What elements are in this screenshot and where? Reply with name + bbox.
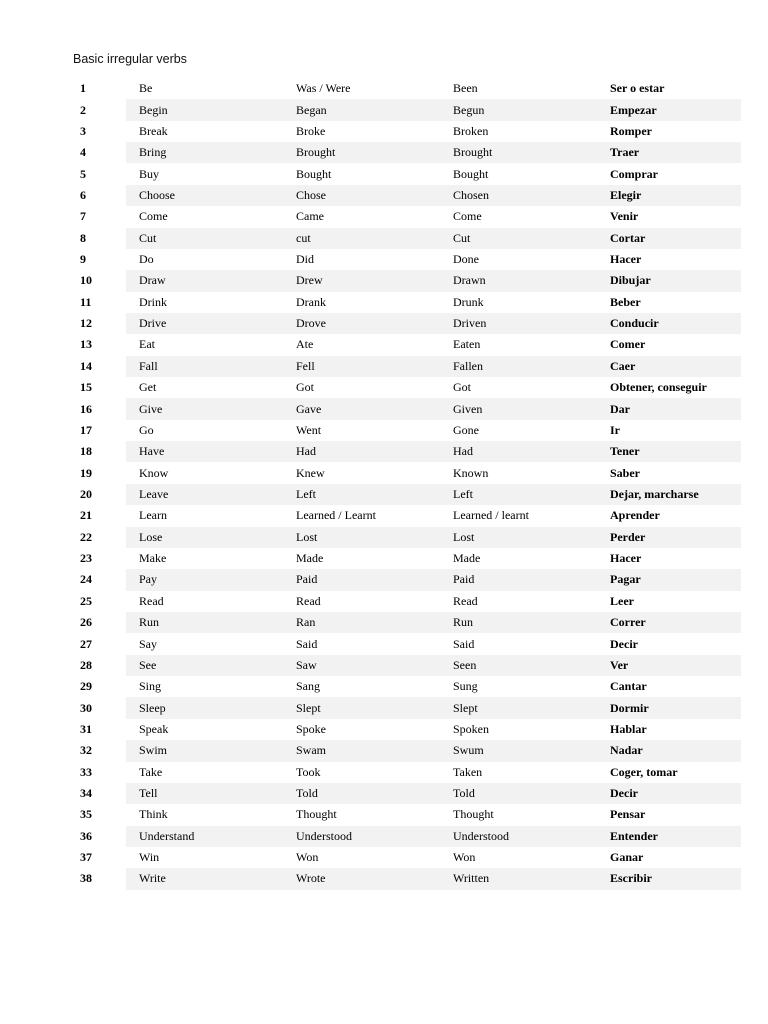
verb-number: 19	[80, 465, 92, 480]
table-row	[73, 527, 741, 548]
verb-base-form: Buy	[139, 166, 160, 181]
verb-number: 37	[80, 850, 92, 865]
verb-translation: Romper	[610, 123, 652, 138]
verb-past-participle: Left	[440, 484, 597, 505]
verb-past-simple: Thought	[296, 807, 337, 822]
verb-translation: Elegir	[597, 185, 741, 206]
table-row	[73, 206, 741, 227]
verb-number: 15	[80, 380, 92, 395]
verb-translation: Ver	[597, 655, 741, 676]
verb-past-participle: Begun	[440, 99, 597, 120]
verb-base-form: Bring	[126, 142, 283, 163]
table-row	[73, 804, 741, 825]
verb-number: 26	[80, 615, 92, 630]
verb-past-participle: Run	[440, 612, 597, 633]
verb-number: 5	[80, 166, 86, 181]
verb-past-participle: Brought	[440, 142, 597, 163]
verb-past-participle: Drawn	[440, 270, 597, 291]
verb-translation: Dar	[597, 398, 741, 419]
verb-past-participle: Eaten	[453, 337, 481, 352]
table-row	[73, 484, 741, 505]
verb-past-simple: Swam	[283, 740, 440, 761]
verb-translation: Hacer	[610, 551, 642, 566]
verb-past-participle: Broken	[453, 123, 489, 138]
verb-number: 4	[80, 145, 86, 160]
verb-past-simple: Told	[283, 783, 440, 804]
verb-number: 22	[80, 529, 92, 544]
verb-base-form: Win	[139, 850, 160, 865]
verb-translation: Correr	[597, 612, 741, 633]
verb-table-body	[73, 78, 741, 890]
verb-past-participle: Sung	[453, 679, 478, 694]
verb-number: 11	[80, 294, 92, 309]
table-row	[73, 78, 741, 99]
verb-translation: Dormir	[597, 697, 741, 718]
verb-number: 20	[80, 487, 92, 501]
verb-number: 14	[80, 358, 92, 373]
table-row	[73, 655, 741, 676]
verb-past-simple: Ran	[283, 612, 440, 633]
table-row	[73, 313, 741, 334]
verb-base-form: Make	[139, 551, 167, 566]
verb-past-simple: Slept	[283, 697, 440, 718]
table-row	[73, 612, 741, 633]
verb-past-participle: Driven	[440, 313, 597, 334]
verb-translation: Decir	[597, 783, 741, 804]
verb-number: 2	[80, 102, 86, 117]
verb-base-form: Do	[139, 252, 154, 267]
verb-translation: Caer	[597, 356, 741, 377]
verb-past-simple: Saw	[283, 655, 440, 676]
verb-translation: Empezar	[597, 99, 741, 120]
table-row	[73, 548, 741, 569]
verb-base-form: Speak	[139, 721, 169, 736]
verb-past-simple: Drew	[283, 270, 440, 291]
verb-translation: Pagar	[597, 569, 741, 590]
verb-translation: Cortar	[597, 228, 741, 249]
verb-base-form: Know	[139, 465, 169, 480]
verb-past-simple: Took	[296, 764, 321, 779]
verb-past-participle: Paid	[440, 569, 597, 590]
table-row	[73, 633, 741, 654]
verb-past-participle: Told	[440, 783, 597, 804]
verb-past-simple: Drove	[283, 313, 440, 334]
verb-base-form: Understand	[126, 826, 283, 847]
verb-base-form: Draw	[126, 270, 283, 291]
verb-translation: Coger, tomar	[610, 764, 678, 779]
verb-past-simple: Began	[283, 99, 440, 120]
verb-number: 12	[80, 316, 92, 331]
verb-past-participle: Seen	[440, 655, 597, 676]
verb-base-form: Drive	[126, 313, 283, 334]
verb-number: 13	[80, 337, 92, 352]
verb-past-participle: Made	[453, 551, 481, 566]
table-row	[73, 591, 741, 612]
verb-past-simple: cut	[283, 228, 440, 249]
verb-base-form: Sleep	[126, 697, 283, 718]
table-row	[73, 121, 741, 142]
verb-translation: Dejar, marcharse	[597, 484, 741, 505]
verb-past-participle: Done	[453, 252, 479, 267]
verb-translation: Decir	[610, 636, 638, 651]
verb-base-form: Begin	[126, 99, 283, 120]
verb-past-participle: Drunk	[453, 294, 484, 309]
verb-past-simple: Left	[283, 484, 440, 505]
verb-past-simple: Did	[296, 252, 314, 267]
verb-base-form: Pay	[126, 569, 283, 590]
verb-base-form: Leave	[126, 484, 283, 505]
verb-base-form: Swim	[126, 740, 283, 761]
verb-past-simple: Got	[296, 380, 314, 395]
verb-past-participle: Understood	[440, 826, 597, 847]
table-row	[73, 847, 741, 868]
verb-number: 10	[80, 273, 92, 288]
verb-number: 8	[80, 230, 86, 245]
verb-translation: Entender	[597, 826, 741, 847]
verb-past-simple: Had	[283, 441, 440, 462]
verb-past-simple: Brought	[283, 142, 440, 163]
verb-past-simple: Understood	[283, 826, 440, 847]
verb-past-participle: Spoken	[453, 721, 489, 736]
table-row	[73, 163, 741, 184]
verb-number: 9	[80, 252, 86, 267]
table-row	[73, 377, 741, 398]
verb-past-simple: Wrote	[283, 868, 440, 889]
verb-number: 27	[80, 636, 92, 651]
verb-translation: Beber	[610, 294, 641, 309]
verb-past-participle: Learned / learnt	[453, 508, 529, 523]
verb-translation: Ganar	[610, 850, 644, 865]
verb-base-form: See	[126, 655, 283, 676]
verb-past-simple: Paid	[283, 569, 440, 590]
verb-number: 16	[80, 401, 92, 416]
verb-past-participle: Given	[440, 398, 597, 419]
table-row	[73, 826, 741, 847]
verb-base-form: Be	[139, 81, 153, 96]
verb-number: 36	[80, 828, 92, 843]
verb-past-simple: Broke	[296, 123, 326, 138]
verb-base-form: Read	[139, 593, 164, 608]
verb-past-participle: Said	[453, 636, 475, 651]
verb-base-form: Think	[139, 807, 168, 822]
verb-past-simple: Made	[296, 551, 324, 566]
verb-past-participle: Written	[440, 868, 597, 889]
table-row	[73, 142, 741, 163]
verb-past-simple: Gave	[283, 398, 440, 419]
verb-past-simple: Spoke	[296, 721, 326, 736]
verb-past-participle: Gone	[453, 422, 479, 437]
verb-past-participle: Won	[453, 850, 476, 865]
irregular-verbs-table	[73, 78, 741, 890]
verb-translation: Hacer	[610, 252, 642, 267]
verb-base-form: Eat	[139, 337, 155, 352]
table-row	[73, 334, 741, 355]
verb-translation: Ir	[610, 422, 620, 437]
verb-past-participle: Come	[453, 209, 482, 224]
verb-base-form: Drink	[139, 294, 167, 309]
verb-past-simple: Chose	[283, 185, 440, 206]
verb-past-participle: Thought	[453, 807, 494, 822]
verb-base-form: Lose	[126, 527, 283, 548]
verb-past-participle: Taken	[453, 764, 483, 779]
verb-number: 7	[80, 209, 86, 224]
verb-past-participle: Slept	[440, 697, 597, 718]
verb-base-form: Learn	[139, 508, 167, 523]
table-row	[73, 356, 741, 377]
verb-translation: Tener	[597, 441, 741, 462]
verb-past-simple: Sang	[296, 679, 320, 694]
verb-translation: Hablar	[610, 721, 647, 736]
table-row	[73, 783, 741, 804]
verb-past-simple: Was / Were	[296, 81, 351, 96]
verb-past-simple: Bought	[296, 166, 332, 181]
verb-past-simple: Knew	[296, 465, 325, 480]
verb-translation: Conducir	[597, 313, 741, 334]
verb-past-simple: Said	[296, 636, 318, 651]
verb-number: 25	[80, 593, 92, 608]
verb-translation: Venir	[610, 209, 639, 224]
table-row	[73, 740, 741, 761]
verb-base-form: Take	[139, 764, 163, 779]
verb-translation: Obtener, conseguir	[610, 380, 707, 395]
verb-translation: Traer	[597, 142, 741, 163]
verb-base-form: Tell	[126, 783, 283, 804]
table-row	[73, 398, 741, 419]
verb-number: 28	[80, 657, 92, 672]
verb-translation: Perder	[597, 527, 741, 548]
table-row	[73, 185, 741, 206]
table-row	[73, 420, 741, 441]
verb-number: 30	[80, 700, 92, 715]
verb-past-simple: Lost	[283, 527, 440, 548]
verb-number: 3	[80, 123, 86, 138]
verb-past-participle: Swum	[440, 740, 597, 761]
verb-past-participle: Had	[440, 441, 597, 462]
verb-translation: Nadar	[597, 740, 741, 761]
verb-number: 21	[80, 508, 92, 523]
verb-number: 6	[80, 187, 86, 202]
table-row	[73, 569, 741, 590]
document-title: Basic irregular verbs	[73, 52, 187, 66]
verb-past-simple: Drank	[296, 294, 326, 309]
verb-number: 32	[80, 743, 92, 758]
table-row	[73, 292, 741, 313]
verb-translation: Cantar	[610, 679, 647, 694]
table-row	[73, 719, 741, 740]
verb-base-form: Go	[139, 422, 154, 437]
verb-number: 35	[80, 807, 92, 822]
verb-translation: Comer	[610, 337, 646, 352]
verb-past-simple: Won	[296, 850, 319, 865]
verb-number: 33	[80, 764, 92, 779]
table-row	[73, 868, 741, 889]
table-row	[73, 249, 741, 270]
verb-base-form: Come	[139, 209, 168, 224]
verb-base-form: Write	[126, 868, 283, 889]
table-row	[73, 505, 741, 526]
verb-translation: Escribir	[597, 868, 741, 889]
verb-number: 31	[80, 721, 92, 736]
verb-past-participle: Cut	[440, 228, 597, 249]
verb-translation: Dibujar	[597, 270, 741, 291]
table-row	[73, 270, 741, 291]
verb-base-form: Say	[139, 636, 157, 651]
verb-base-form: Fall	[126, 356, 283, 377]
verb-past-participle: Been	[453, 81, 478, 96]
table-row	[73, 462, 741, 483]
verb-past-participle: Fallen	[440, 356, 597, 377]
verb-past-participle: Chosen	[440, 185, 597, 206]
verb-translation: Comprar	[610, 166, 658, 181]
verb-translation: Aprender	[610, 508, 660, 523]
table-row	[73, 676, 741, 697]
verb-past-participle: Known	[453, 465, 489, 480]
table-row	[73, 762, 741, 783]
verb-past-simple: Came	[296, 209, 324, 224]
verb-number: 34	[80, 786, 92, 801]
verb-past-simple: Read	[296, 593, 321, 608]
table-row	[73, 99, 741, 120]
verb-past-participle: Bought	[453, 166, 489, 181]
verb-number: 29	[80, 679, 92, 694]
verb-base-form: Cut	[126, 228, 283, 249]
verb-past-simple: Learned / Learnt	[296, 508, 376, 523]
verb-number: 24	[80, 572, 92, 587]
verb-number: 18	[80, 444, 92, 459]
verb-translation: Pensar	[610, 807, 646, 822]
verb-base-form: Break	[139, 123, 168, 138]
verb-translation: Leer	[610, 593, 634, 608]
verb-number: 38	[80, 871, 92, 886]
verb-base-form: Choose	[126, 185, 283, 206]
verb-translation: Ser o estar	[610, 81, 665, 96]
table-row	[73, 697, 741, 718]
table-row	[73, 228, 741, 249]
verb-base-form: Give	[126, 398, 283, 419]
table-row	[73, 441, 741, 462]
verb-number: 23	[80, 551, 92, 566]
verb-number: 1	[80, 81, 86, 96]
verb-translation: Saber	[610, 465, 640, 480]
verb-base-form: Run	[126, 612, 283, 633]
verb-past-simple: Ate	[296, 337, 314, 352]
verb-past-simple: Went	[296, 422, 322, 437]
verb-base-form: Sing	[139, 679, 162, 694]
verb-base-form: Get	[139, 380, 157, 395]
verb-past-simple: Fell	[283, 356, 440, 377]
verb-past-participle: Lost	[440, 527, 597, 548]
verb-base-form: Have	[126, 441, 283, 462]
verb-number: 17	[80, 422, 92, 437]
verb-past-participle: Got	[453, 380, 471, 395]
verb-past-participle: Read	[453, 593, 478, 608]
